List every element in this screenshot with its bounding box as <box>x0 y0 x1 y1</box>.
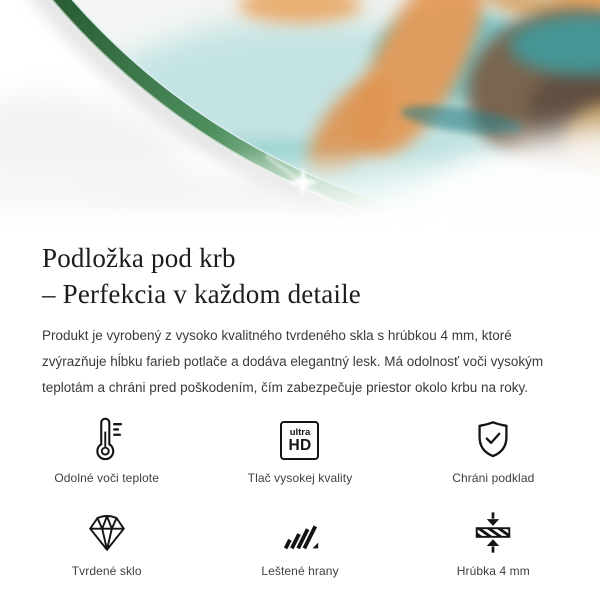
product-image <box>0 0 600 236</box>
feature-print-quality <box>203 416 396 485</box>
diamond-icon <box>84 509 130 557</box>
features-grid <box>0 416 600 578</box>
feature-thickness <box>397 509 590 578</box>
feature-heat-resistant <box>10 416 203 485</box>
page-title-line2: – Perfekcia v každom detaile <box>42 279 361 309</box>
feature-label: Chráni podklad <box>452 471 535 485</box>
feature-label: Tlač vysokej kvality <box>247 471 353 485</box>
ultra-hd-icon <box>280 416 319 464</box>
feature-label: Odolné voči teplote <box>54 471 159 485</box>
feature-protects-surface <box>397 416 590 485</box>
shield-check-icon <box>470 416 516 464</box>
feature-tempered-glass <box>10 509 203 578</box>
page-title-line1: Podložka pod krb <box>42 243 236 273</box>
feature-label: Tvrdené sklo <box>71 564 142 578</box>
thermometer-icon <box>84 416 130 464</box>
page-title <box>42 240 570 312</box>
feature-label: Hrúbka 4 mm <box>456 564 530 578</box>
ultra-hd-icon-text-bottom: HD <box>288 436 312 454</box>
feature-label: Leštené hrany <box>261 564 339 578</box>
feature-polished-edges <box>203 509 396 578</box>
thickness-icon <box>470 509 516 557</box>
product-description: Produkt je vyrobený z vysoko kvalitného tvrdeného skla s hrúbkou 4 mm, ktoré zvýrazňuje hĺbku farieb potlače a dodáva elegantný lesk. Má odolnosť voči vysokým teplotám a chráni pred poškodením, čím zabezpečuje priestor okolo krbu na roky. <box>42 328 544 395</box>
glass-pad-photo <box>0 0 600 236</box>
ultra-hd-icon-text-top: ultra <box>289 426 311 438</box>
polished-edges-icon <box>277 509 323 557</box>
